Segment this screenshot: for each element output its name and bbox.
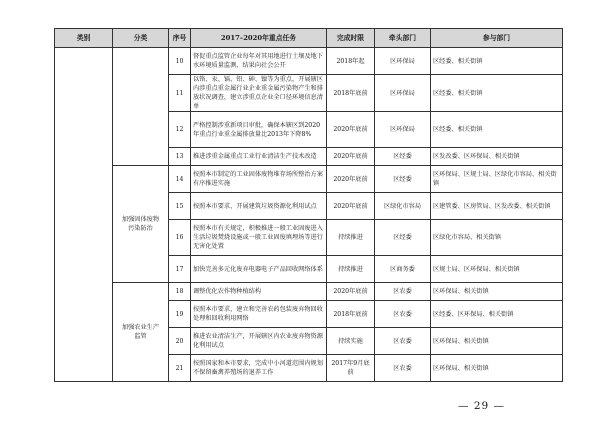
header-class: 分类 <box>113 29 169 48</box>
seq-cell: 13 <box>169 148 191 166</box>
seq-cell: 15 <box>169 193 191 220</box>
participants-cell: 区经委、区环保局、相关街镇 <box>431 301 563 328</box>
lead-cell: 区经委 <box>375 148 431 166</box>
header-deadline: 完成时限 <box>327 29 375 48</box>
participants-cell: 区经委、相关街镇 <box>431 112 563 148</box>
participants-cell: 区发改委、区环保局、相关街镇 <box>431 148 563 166</box>
task-cell: 调整优化农作物种植结构 <box>191 283 327 301</box>
lead-cell: 区经委 <box>375 166 431 193</box>
table-row <box>55 283 563 301</box>
class-cell-agriculture: 加强农业生产监管 <box>113 283 169 382</box>
lead-cell: 区经委 <box>375 220 431 256</box>
deadline-cell: 持续实施 <box>327 328 375 355</box>
lead-cell: 区农委 <box>375 283 431 301</box>
lead-cell: 区环保局 <box>375 75 431 112</box>
seq-cell: 10 <box>169 48 191 75</box>
category-cell <box>55 48 113 382</box>
task-cell: 加快完善多元化废弃电器电子产品回收网络体系 <box>191 256 327 283</box>
deadline-cell: 2018年起 <box>327 48 375 75</box>
deadline-cell: 2018年底前 <box>327 75 375 112</box>
task-table <box>54 28 563 382</box>
seq-cell: 11 <box>169 75 191 112</box>
task-cell: 推进涉重金属重点工业行业清洁生产技术改造 <box>191 148 327 166</box>
seq-cell: 12 <box>169 112 191 148</box>
deadline-cell: 2020年底前 <box>327 148 375 166</box>
header-task: 2017–2020年重点任务 <box>191 29 327 48</box>
participants-cell: 区建管委、区房管局、区发改委、相关街镇 <box>431 193 563 220</box>
participants-cell: 区环保局、相关街镇 <box>431 283 563 301</box>
seq-cell: 18 <box>169 283 191 301</box>
lead-cell: 区环保局 <box>375 112 431 148</box>
deadline-cell: 2020年底前 <box>327 193 375 220</box>
header-lead: 牵头部门 <box>375 29 431 48</box>
participants-cell: 区环保局、相关街镇 <box>431 355 563 382</box>
lead-cell: 区绿化市容局 <box>375 193 431 220</box>
table-row <box>55 48 563 75</box>
seq-cell: 14 <box>169 166 191 193</box>
participants-cell: 区环保局、相关街镇 <box>431 328 563 355</box>
seq-cell: 17 <box>169 256 191 283</box>
header-participants: 参与部门 <box>431 29 563 48</box>
seq-cell: 16 <box>169 220 191 256</box>
seq-cell: 21 <box>169 355 191 382</box>
class-cell-prior <box>113 48 169 166</box>
task-cell: 以铬、汞、镉、铅、砷、镍等为重点，开展辖区内涉重点重金属行业企业重金属污染物产生和排放状况调查，建立涉重点企业全口径环境信息清单 <box>191 75 327 112</box>
participants-cell: 区绿化市容局、相关街镇 <box>431 220 563 256</box>
deadline-cell: 2017年9月底前 <box>327 355 375 382</box>
seq-cell: 20 <box>169 328 191 355</box>
participants-cell: 区经委、相关街镇 <box>431 75 563 112</box>
lead-cell: 区商务委 <box>375 256 431 283</box>
header-category: 类别 <box>55 29 113 48</box>
deadline-cell: 2020年底前 <box>327 283 375 301</box>
task-cell: 按照本市制定的工业固体废物堆存场所整治方案有序推进实施 <box>191 166 327 193</box>
deadline-cell: 持续推进 <box>327 256 375 283</box>
participants-cell: 区经委、相关街镇 <box>431 48 563 75</box>
task-cell: 按照国家和本市要求，完成中小河道范围内规划不保留畜禽养殖场的退养工作 <box>191 355 327 382</box>
task-cell: 严格控制涉重新项目审批，确保本辖区到2020年重点行业重金属排放量比2013年下降8% <box>191 112 327 148</box>
table-header-row <box>55 29 563 48</box>
lead-cell: 区农委 <box>375 328 431 355</box>
task-cell: 推进农业清洁生产，开展辖区内农业废弃物资源化利用试点 <box>191 328 327 355</box>
deadline-cell: 持续推进 <box>327 220 375 256</box>
lead-cell: 区农委 <box>375 301 431 328</box>
lead-cell: 区环保局 <box>375 48 431 75</box>
participants-cell: 区规土局、区环保局、相关街镇 <box>431 256 563 283</box>
table-row <box>55 166 563 193</box>
deadline-cell: 2020年底前 <box>327 166 375 193</box>
task-cell: 按照本市要求，建立和完善农药包装废弃物回收处理和回收利用网络 <box>191 301 327 328</box>
task-cell: 按照本市有关规定，积极推进一般工业固废进入生活垃圾焚烧设施或一般工业固废填埋场等进行无害化处置 <box>191 220 327 256</box>
participants-cell: 区环保局、区规土局、区绿化市容局、相关街镇 <box>431 166 563 193</box>
deadline-cell: 2018年底前 <box>327 301 375 328</box>
seq-cell: 19 <box>169 301 191 328</box>
class-cell-solid-waste: 加强固体废物污染防治 <box>113 166 169 283</box>
deadline-cell: 2020年底前 <box>327 112 375 148</box>
task-cell: 督促重点监管企业每年对其用地进行土壤及地下水环境质量监测，结果向社会公开 <box>191 48 327 75</box>
task-cell: 按照本市要求，开展建筑垃圾资源化利用试点 <box>191 193 327 220</box>
lead-cell: 区农委 <box>375 355 431 382</box>
page-number: — 29 — <box>458 400 506 412</box>
header-seq: 序号 <box>169 29 191 48</box>
